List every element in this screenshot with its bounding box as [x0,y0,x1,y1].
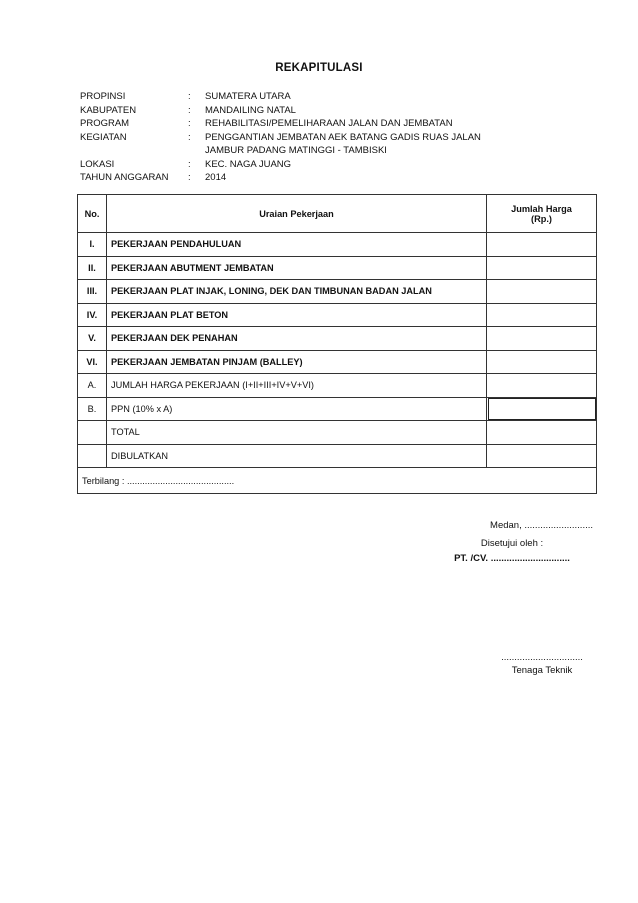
row-uraian: PEKERJAAN DEK PENAHAN [107,327,487,351]
row-jumlah [487,421,597,445]
row-jumlah [487,374,597,398]
info-row-kegiatan [80,131,495,145]
info-label: LOKASI [80,158,115,170]
info-label: PROPINSI [80,91,126,102]
info-label: KABUPATEN [80,104,137,116]
row-uraian: PEKERJAAN PLAT BETON [107,303,487,327]
signer-line: ............................... [501,652,583,663]
info-row-kabupaten [80,104,495,118]
row-uraian: DIBULATKAN [107,444,487,468]
row-no: VI. [78,350,107,374]
row-no: III. [78,280,107,304]
document-title: REKAPITULASI [275,62,363,74]
row-jumlah [487,256,597,280]
info-value: SUMATERA UTARA [205,91,291,102]
info-value: MANDAILING NATAL [205,104,296,116]
summary-row-total [78,421,597,445]
table-row [78,350,597,374]
row-no: A. [78,374,107,398]
header-no: No. [78,195,107,233]
header-jumlah-line1: Jumlah Harga [511,203,572,214]
terbilang-text: Terbilang : .......................................... [78,468,597,494]
row-jumlah [487,327,597,351]
table-row [78,327,597,351]
signer-title: Tenaga Teknik [511,665,573,676]
summary-row-dibulatkan [78,444,597,468]
info-row-program [80,117,495,131]
info-colon: : [188,172,191,183]
info-label: KEGIATAN [80,131,127,143]
table-header-row [78,195,597,233]
info-value: 2014 [205,172,227,183]
company-name: PT. /CV. .............................. [454,553,570,564]
row-uraian: PEKERJAAN PENDAHULUAN [107,233,487,257]
info-colon: : [188,131,191,143]
row-jumlah [487,280,597,304]
info-colon [188,144,205,158]
info-row-lokasi [80,158,495,172]
row-no [78,421,107,445]
place-date: Medan, .......................... [490,520,593,531]
info-block [80,90,495,185]
header-uraian: Uraian Pekerjaan [107,195,487,233]
info-row-propinsi [80,90,495,104]
row-uraian: PEKERJAAN JEMBATAN PINJAM (BALLEY) [107,350,487,374]
table-row [78,233,597,257]
row-jumlah [487,350,597,374]
summary-row-ppn [78,397,597,421]
info-row-kegiatan-cont [80,144,495,158]
info-row-tahun-anggaran [80,171,495,185]
table-row [78,303,597,327]
info-colon: : [188,104,191,116]
row-jumlah [487,444,597,468]
table-row [78,256,597,280]
table-row [78,280,597,304]
row-no: I. [78,233,107,257]
row-no: II. [78,256,107,280]
header-jumlah [487,195,597,233]
row-no [78,444,107,468]
info-colon: : [188,118,191,129]
info-label [80,144,188,158]
row-jumlah [487,397,597,421]
info-value: JAMBUR PADANG MATINGGI - TAMBISKI [205,145,387,156]
row-no: IV. [78,303,107,327]
rekap-table [77,194,597,494]
row-jumlah [487,303,597,327]
approved-by-label: Disetujui oleh : [480,538,544,549]
info-value: KEC. NAGA JUANG [205,158,292,170]
row-uraian: TOTAL [107,421,487,445]
summary-row-jumlah [78,374,597,398]
row-uraian: PPN (10% x A) [107,397,487,421]
info-value: PENGGANTIAN JEMBATAN AEK BATANG GADIS RUAS JALAN [205,131,481,143]
row-uraian: PEKERJAAN ABUTMENT JEMBATAN [107,256,487,280]
info-value: REHABILITASI/PEMELIHARAAN JALAN DAN JEMBATAN [205,118,453,129]
info-colon: : [188,91,191,102]
row-uraian: PEKERJAAN PLAT INJAK, LONING, DEK DAN TIMBUNAN BADAN JALAN [107,280,487,304]
terbilang-row [78,468,597,494]
row-no: B. [78,397,107,421]
row-jumlah [487,233,597,257]
header-jumlah-line2: (Rp.) [531,213,552,224]
info-label: PROGRAM [80,118,130,129]
info-colon: : [188,158,191,170]
row-uraian: JUMLAH HARGA PEKERJAAN (I+II+III+IV+V+VI) [107,374,487,398]
info-label: TAHUN ANGGARAN [80,172,169,183]
row-no: V. [78,327,107,351]
